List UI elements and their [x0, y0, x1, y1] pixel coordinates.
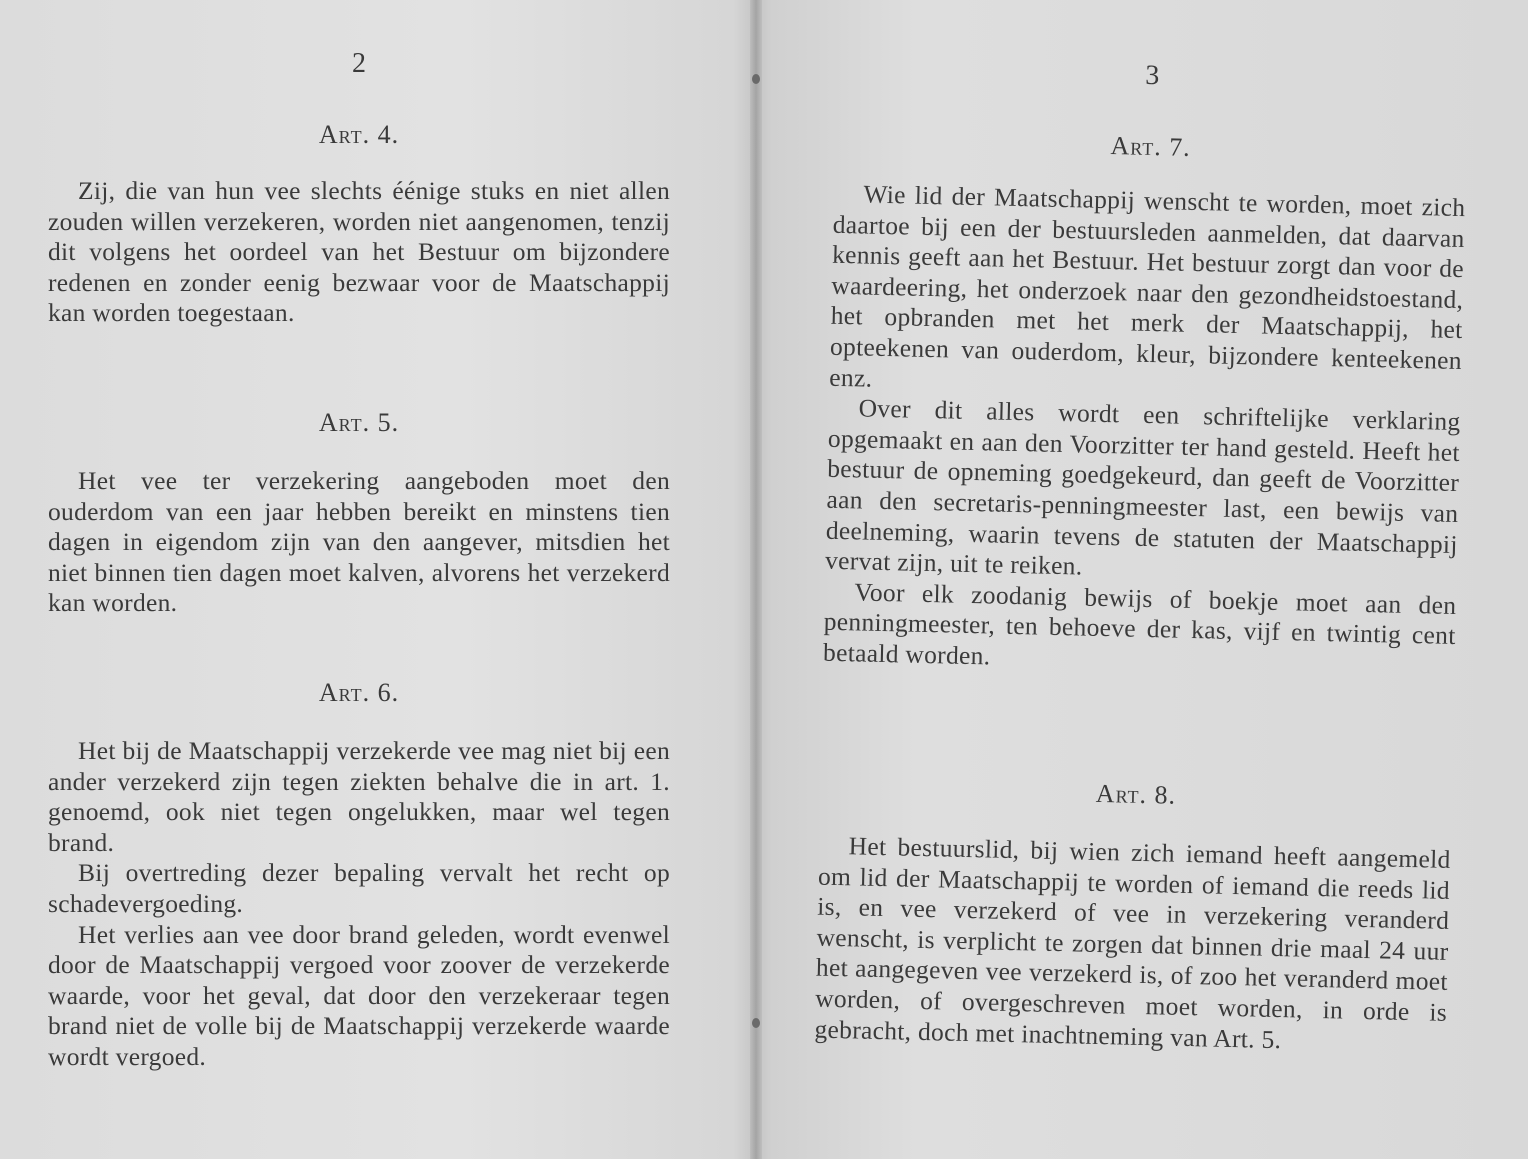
- article-paragraph: Het verlies aan vee door brand geleden, wordt evenwel door de Maatschappij vergoed voor zoover de verzekerde waarde, voor het geval, dat door den verzekeraar tegen brand niet de volle bij de Maatschappij verzekerde waarde wordt vergoed.: [48, 919, 670, 1071]
- binding-stitch: [752, 1018, 760, 1028]
- article-body: [48, 466, 670, 619]
- article-paragraph: Bij overtreding dezer bepaling vervalt het recht op schadevergoeding.: [48, 858, 670, 918]
- article-body: [48, 176, 670, 329]
- left-page: [48, 0, 670, 1159]
- right-page: [812, 0, 1470, 1159]
- article-heading: Art. 7.: [1110, 131, 1192, 162]
- binding-stitch: [752, 74, 760, 84]
- article-heading: Art. 5.: [318, 408, 400, 437]
- article-heading: Art. 8.: [1095, 778, 1177, 810]
- article-paragraph: Zij, die van hun vee slechts éénige stuks en niet allen zouden willen verzekeren, worden niet aangenomen, tenzij dit volgens het oordeel van het Bestuur om bijzondere redenen en zonder eenig bezwaar voor de Maatschappij kan worden toegestaan.: [48, 176, 670, 328]
- article-paragraph: Het vee ter verzekering aangeboden moet den ouderdom van een jaar hebben bereikt en minstens tien dagen in eigendom zijn van den aangever, mitsdien het niet binnen tien dagen moet kalven, alvorens het verzekerd kan worden.: [48, 466, 670, 618]
- article-paragraph: Over dit alles wordt een schriftelijke verklaring opgemaakt en aan den Voorzitter ter hand gesteld. Heeft het bestuur de opneming goedgekeurd, dan geeft de Voorzitter aan den secretaris-penningmeester last, een bewijs van deelneming, waarin tevens de statuten der Maatschappij vervat zijn, uit te reiken.: [824, 393, 1461, 581]
- page-number: 3: [1144, 59, 1160, 92]
- article-body: [814, 831, 1451, 1059]
- article-heading: Art. 6.: [318, 678, 400, 707]
- article-paragraph: Het bestuurslid, bij wien zich iemand heeft aangemeld om lid der Maatschappij te worden of iemand die reeds lid is, en vee verzekerd of vee in verzekering veranderd wenscht, is verplicht te zorgen dat binnen drie maal 24 uur het aangegeven vee verzekerd is, of zoo het veranderd moet worden, of overgeschreven moet worden, in orde is gebracht, doch met inachtneming van Art. 5.: [814, 831, 1451, 1054]
- article-paragraph: Voor elk zoodanig bewijs of boekje moet aan den penningmeester, ten behoeve der kas, vijf en twintig cent betaald worden.: [822, 577, 1457, 671]
- article-body: [48, 736, 670, 1073]
- article-heading: Art. 4.: [318, 120, 400, 149]
- page-number: 2: [352, 48, 366, 79]
- book-gutter: [750, 0, 762, 1159]
- article-paragraph: Wie lid der Maatschappij wenscht te worden, moet zich daartoe bij een der bestuursleden aanmelden, dat daarvan kennis geeft aan het Bestuur. Het bestuur zorgt dan voor de waardeering, het onderzoek naar den gezondheidstoestand, het opbranden met het merk der Maatschappij, het opteekenen van ouderdom, kleur, bijzondere kenteekenen enz.: [829, 179, 1466, 393]
- article-paragraph: Het bij de Maatschappij verzekerde vee mag niet bij een ander verzekerd zijn tegen ziekten behalve die in art. 1. genoemd, ook niet tegen ongelukken, maar wel tegen brand.: [48, 736, 670, 857]
- article-body: [823, 179, 1466, 683]
